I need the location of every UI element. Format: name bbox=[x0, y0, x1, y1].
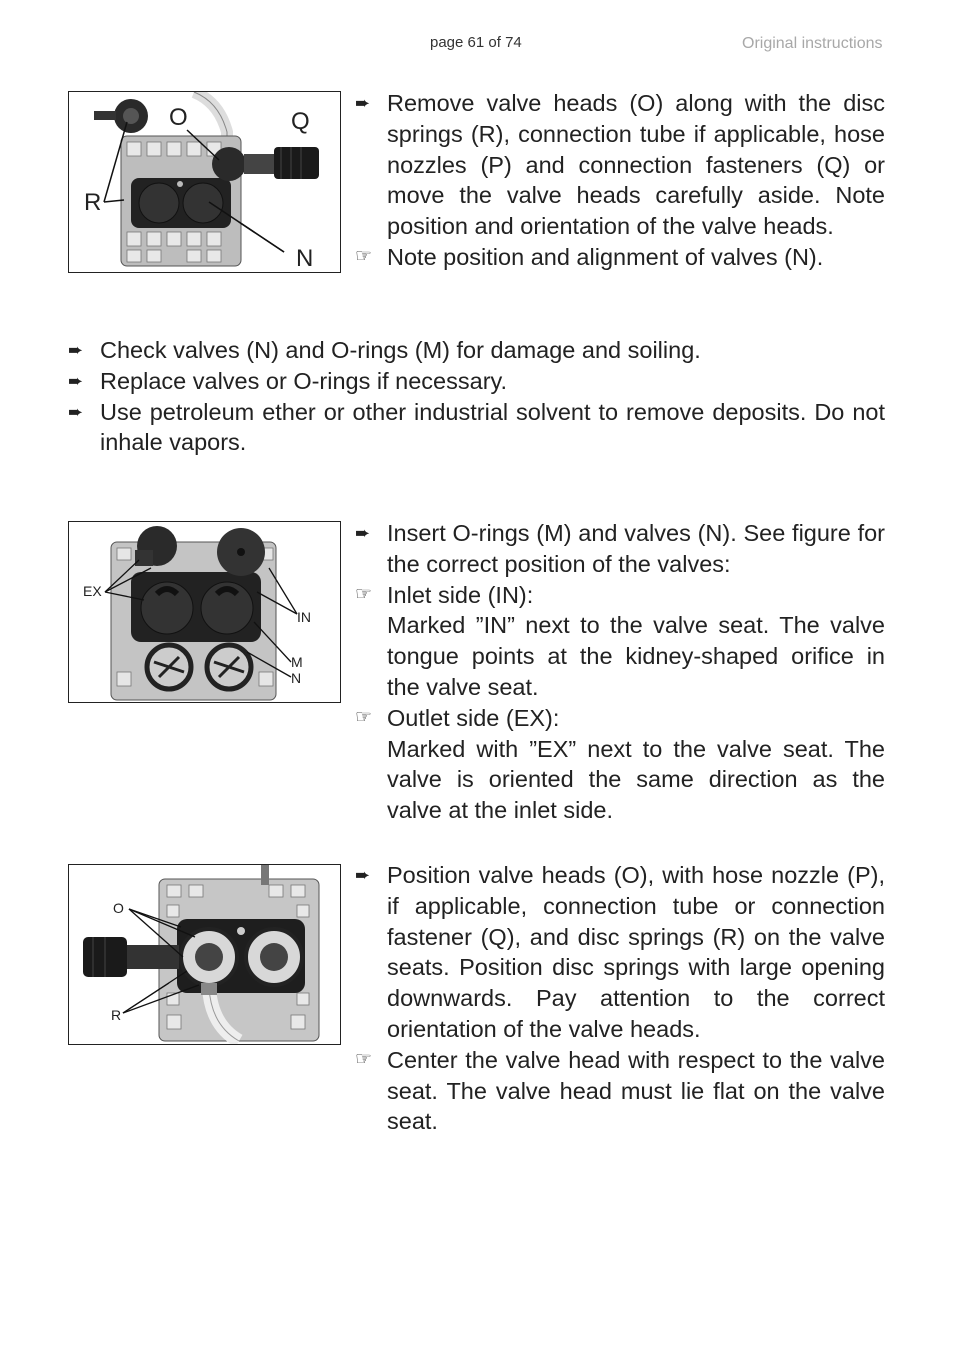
figure-3-label-r: R bbox=[111, 1007, 122, 1023]
figure-3-label-o: O bbox=[113, 900, 124, 916]
arrow-bullet-icon: ➨ bbox=[355, 865, 371, 885]
instruction-text: Marked with ”EX” next to the valve seat. The valve is oriented the same direction as the valve at the inlet side. bbox=[387, 735, 885, 824]
instruction-text: Replace valves or O-rings if necessary. bbox=[100, 367, 508, 394]
instruction-step bbox=[68, 366, 885, 397]
pointing-hand-icon: ☞ bbox=[355, 245, 373, 267]
instruction-step bbox=[355, 88, 885, 242]
instruction-text: Check valves (N) and O-rings (M) for damage and soiling. bbox=[100, 337, 701, 363]
figure-1-label-q: Q bbox=[291, 108, 310, 135]
figure-2-valve-seats bbox=[68, 521, 341, 703]
instruction-step bbox=[68, 335, 885, 366]
figure-2-label-n: N bbox=[291, 670, 302, 686]
instruction-text: Use petroleum ether or other industrial solvent to remove deposits. Do not inhale vapors. bbox=[100, 398, 885, 456]
arrow-bullet-icon: ➨ bbox=[355, 523, 371, 543]
instruction-text: Marked ”IN” next to the valve seat. The valve tongue points at the kidney-shaped orifice in the valve seat. bbox=[387, 612, 885, 700]
figure-2-label-in: IN bbox=[297, 609, 311, 625]
instruction-note bbox=[355, 242, 885, 273]
instruction-note bbox=[355, 1045, 885, 1137]
arrow-bullet-icon: ➨ bbox=[68, 340, 84, 360]
arrow-bullet-icon: ➨ bbox=[68, 401, 84, 422]
note-title: Inlet side (IN): bbox=[387, 581, 534, 608]
instruction-text: Position valve heads (O), with hose nozzle (P), if applicable, connection tube or connection fastener (Q), and disc springs (R) on the valve seats. Position disc springs with large opening downwards. Pay attention to the correct orientation of the valve heads. bbox=[387, 862, 885, 1042]
figure-2-label-ex: EX bbox=[83, 583, 102, 599]
instruction-step bbox=[355, 518, 885, 580]
instruction-text: Note position and alignment of valves (N). bbox=[387, 243, 824, 270]
instruction-note bbox=[355, 580, 885, 703]
pointing-hand-icon: ☞ bbox=[355, 583, 373, 605]
instruction-text: Insert O-rings (M) and valves (N). See figure for the correct position of the valves: bbox=[387, 520, 885, 577]
instruction-note bbox=[355, 703, 885, 826]
pointing-hand-icon: ☞ bbox=[355, 1048, 373, 1070]
instruction-step bbox=[355, 860, 885, 1045]
instruction-text: Center the valve head with respect to the valve seat. The valve head must lie flat on the valve seat. bbox=[387, 1046, 885, 1135]
instruction-step bbox=[68, 397, 885, 459]
arrow-bullet-icon: ➨ bbox=[68, 370, 84, 391]
figure-1-label-r: R bbox=[84, 189, 102, 216]
section-4-instructions bbox=[355, 860, 885, 1137]
section-3-instructions bbox=[355, 518, 885, 826]
pointing-hand-icon: ☞ bbox=[355, 706, 373, 728]
section-1-instructions bbox=[355, 88, 885, 273]
figure-1-valve-heads bbox=[68, 91, 341, 273]
arrow-bullet-icon: ➨ bbox=[355, 93, 371, 113]
instruction-text: Remove valve heads (O) along with the disc springs (R), connection tube if applicable, hose nozzles (P) and connection fasteners (Q) or move the valve heads carefully aside. Note position and orientation of the valve heads. bbox=[387, 90, 885, 240]
section-2-instructions bbox=[68, 335, 885, 458]
page-number: page 61 of 74 bbox=[430, 34, 522, 51]
figure-1-label-n: N bbox=[296, 245, 314, 272]
note-title: Outlet side (EX): bbox=[387, 704, 560, 731]
figure-1-label-o: O bbox=[169, 104, 188, 131]
figure-3-assembled-valve-heads bbox=[68, 864, 341, 1045]
figure-2-label-m: M bbox=[291, 654, 303, 670]
document-type: Original instructions bbox=[742, 35, 883, 52]
